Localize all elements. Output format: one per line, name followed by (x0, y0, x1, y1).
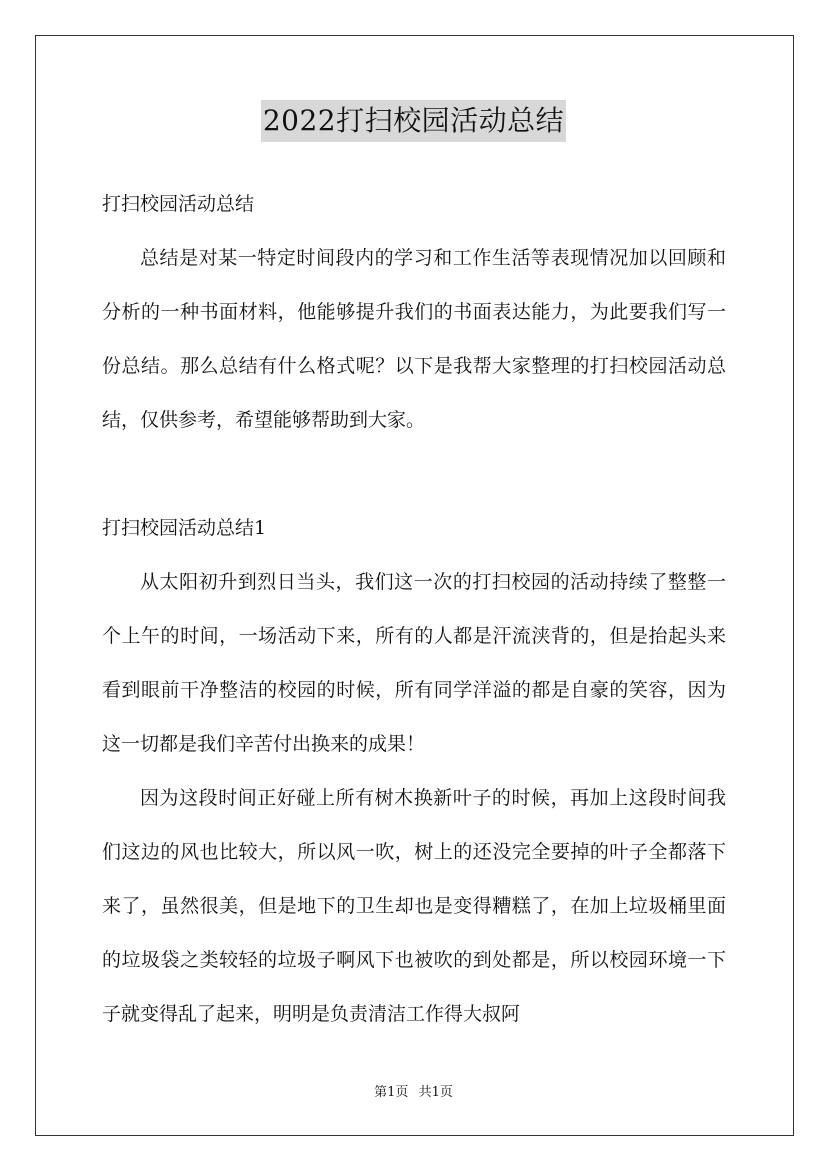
subheading: 打扫校园活动总结 (102, 193, 255, 215)
page-footer (0, 1084, 827, 1102)
document-body (102, 177, 726, 1041)
section-heading: 打扫校园活动总结1 (102, 517, 267, 539)
paragraph-spacer (102, 447, 726, 501)
document-title: 2022打扫校园活动总结 (261, 100, 566, 142)
title-container (0, 100, 827, 142)
intro-paragraph: 总结是对某一特定时间段内的学习和工作生活等表现情况加以回顾和分析的一种书面材料，他能够提升我们的书面表达能力，为此要我们写一份总结。那么总结有什么格式呢？以下是我帮大家整理的打扫校园活动总结，仅供参考，希望能够帮助到大家。 (102, 247, 726, 431)
page-number: 第1页 (374, 1085, 409, 1100)
page-total: 共1页 (418, 1085, 453, 1100)
body-paragraph-2: 因为这段时间正好碰上所有树木换新叶子的时候，再加上这段时间我们这边的风也比较大，所以风一吹，树上的还没完全要掉的叶子全都落下来了，虽然很美，但是地下的卫生却也是变得糟糕了，在加上垃圾桶里面的垃圾袋之类较轻的垃圾子啊风下也被吹的到处都是，所以校园环境一下子就变得乱了起来，明明是负责清洁工作得大叔阿 (102, 787, 726, 1025)
body-paragraph-1: 从太阳初升到烈日当头，我们这一次的打扫校园的活动持续了整整一个上午的时间，一场活动下来，所有的人都是汗流浃背的，但是抬起头来看到眼前干净整洁的校园的时候，所有同学洋溢的都是自豪的笑容，因为这一切都是我们辛苦付出换来的成果！ (102, 571, 726, 755)
